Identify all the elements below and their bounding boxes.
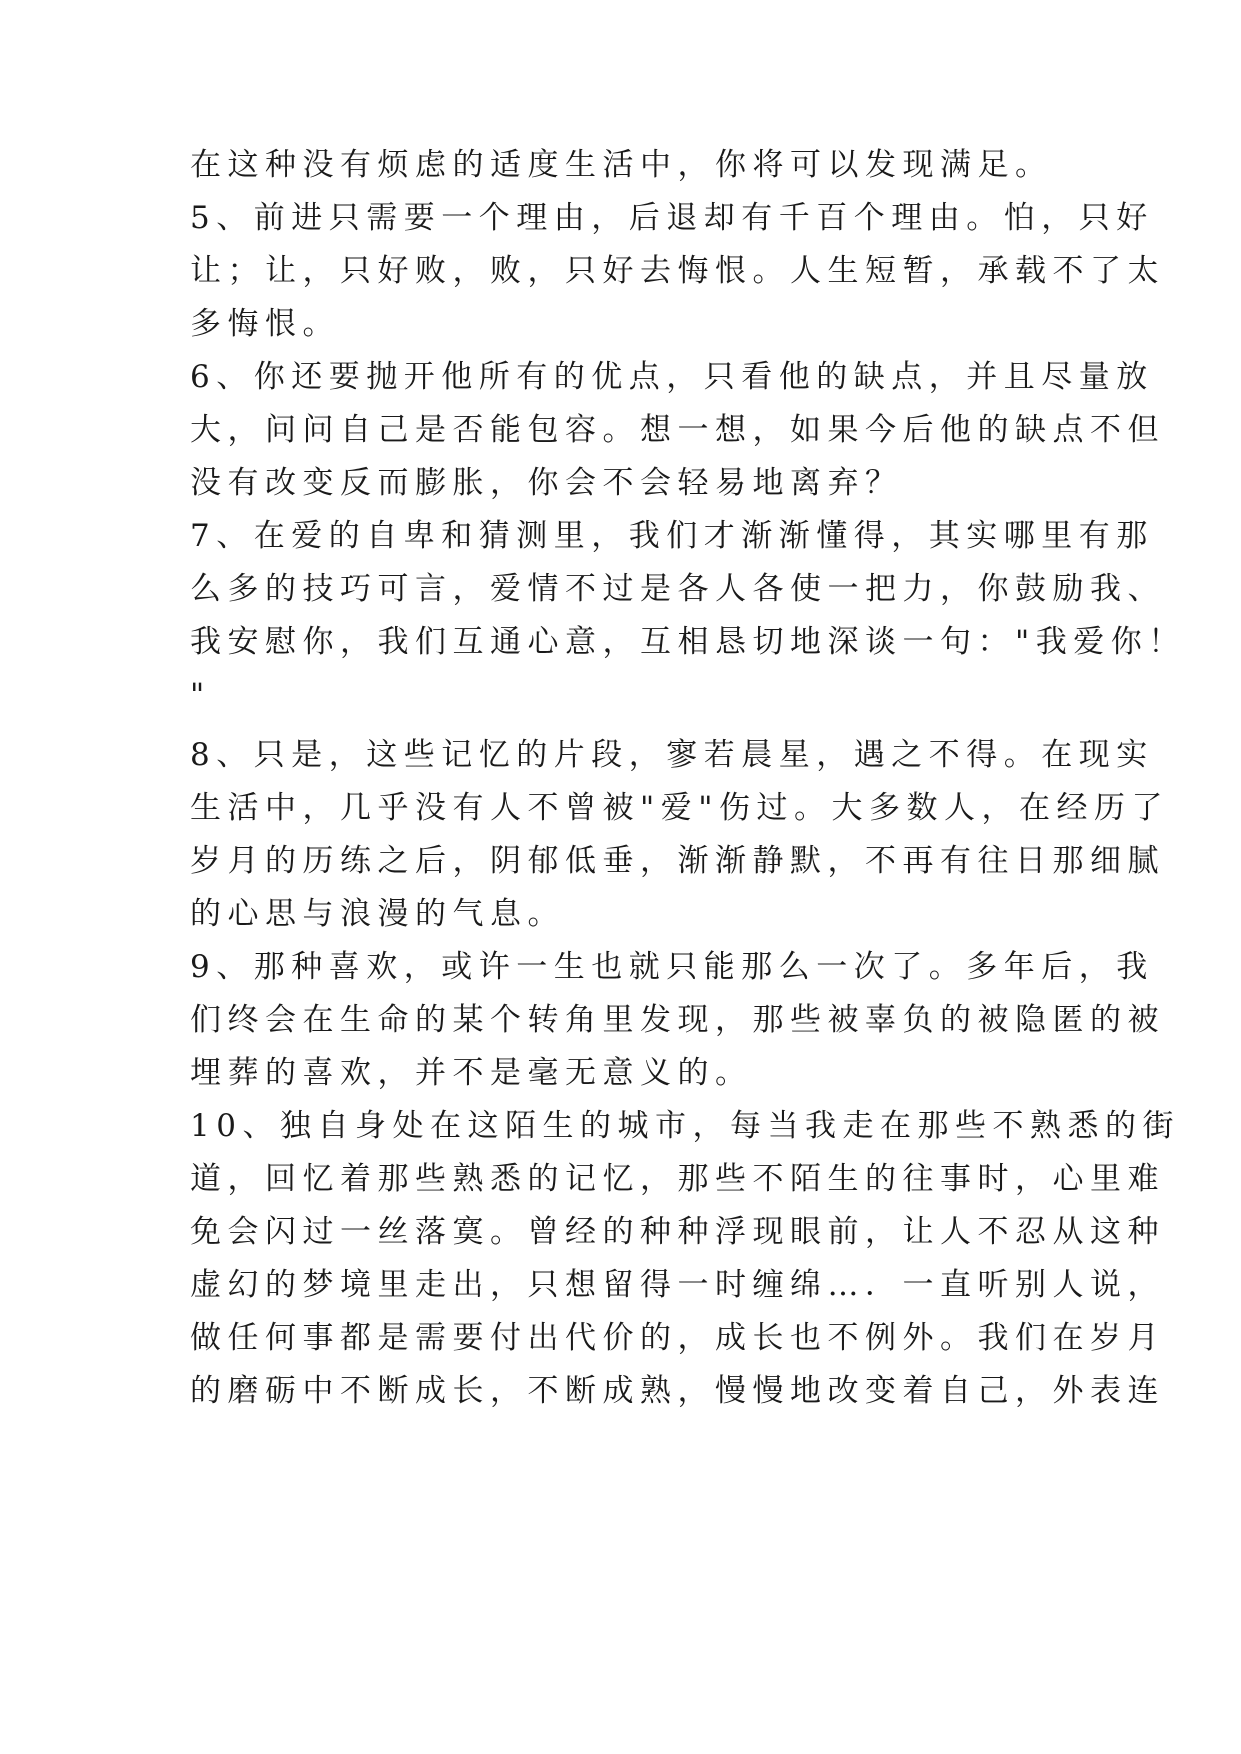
text-line: 9、那种喜欢，或许一生也就只能那么一次了。多年后，我 [190, 949, 1154, 985]
text-line: 岁月的历练之后，阴郁低垂，渐渐静默，不再有往日那细腻 [190, 843, 1165, 879]
text-line: 多悔恨。 [190, 306, 340, 342]
text-line: 7、在爱的自卑和猜测里，我们才渐渐懂得，其实哪里有那 [190, 518, 1154, 554]
text-line: 在这种没有烦虑的适度生活中，你将可以发现满足。 [190, 147, 1053, 183]
text-line: 埋葬的喜欢，并不是毫无意义的。 [190, 1055, 753, 1091]
text-line: " [190, 677, 211, 713]
text-line: 6、你还要抛开他所有的优点，只看他的缺点，并且尽量放 [190, 359, 1154, 395]
text-line: 做任何事都是需要付出代价的，成长也不例外。我们在岁月 [190, 1320, 1165, 1356]
text-line: 们终会在生命的某个转角里发现，那些被辜负的被隐匿的被 [190, 1002, 1165, 1038]
text-line: 免会闪过一丝落寞。曾经的种种浮现眼前，让人不忍从这种 [190, 1214, 1165, 1250]
text-line: 的心思与浪漫的气息。 [190, 896, 565, 932]
text-line: 没有改变反而膨胀，你会不会轻易地离弃？ [190, 465, 903, 501]
text-line: 10、独自身处在这陌生的城市，每当我走在那些不熟悉的街 [190, 1108, 1180, 1144]
text-line: 8、只是，这些记忆的片段，寥若晨星，遇之不得。在现实 [190, 737, 1154, 773]
text-line: 大，问问自己是否能包容。想一想，如果今后他的缺点不但 [190, 412, 1165, 448]
text-line: 虚幻的梦境里走出，只想留得一时缠绵…．一直听别人说， [190, 1267, 1165, 1303]
text-line: 我安慰你，我们互通心意，互相恳切地深谈一句："我爱你！ [190, 624, 1186, 660]
text-line: 让；让，只好败，败，只好去悔恨。人生短暂，承载不了太 [190, 253, 1165, 289]
text-line: 道，回忆着那些熟悉的记忆，那些不陌生的往事时，心里难 [190, 1161, 1165, 1197]
text-line: 么多的技巧可言，爱情不过是各人各使一把力，你鼓励我、 [190, 571, 1165, 607]
text-line: 生活中，几乎没有人不曾被"爱"伤过。大多数人，在经历了 [190, 790, 1170, 826]
text-line: 5、前进只需要一个理由，后退却有千百个理由。怕，只好 [190, 200, 1154, 236]
text-line: 的磨砺中不断成长，不断成熟，慢慢地改变着自己，外表连 [190, 1373, 1165, 1409]
